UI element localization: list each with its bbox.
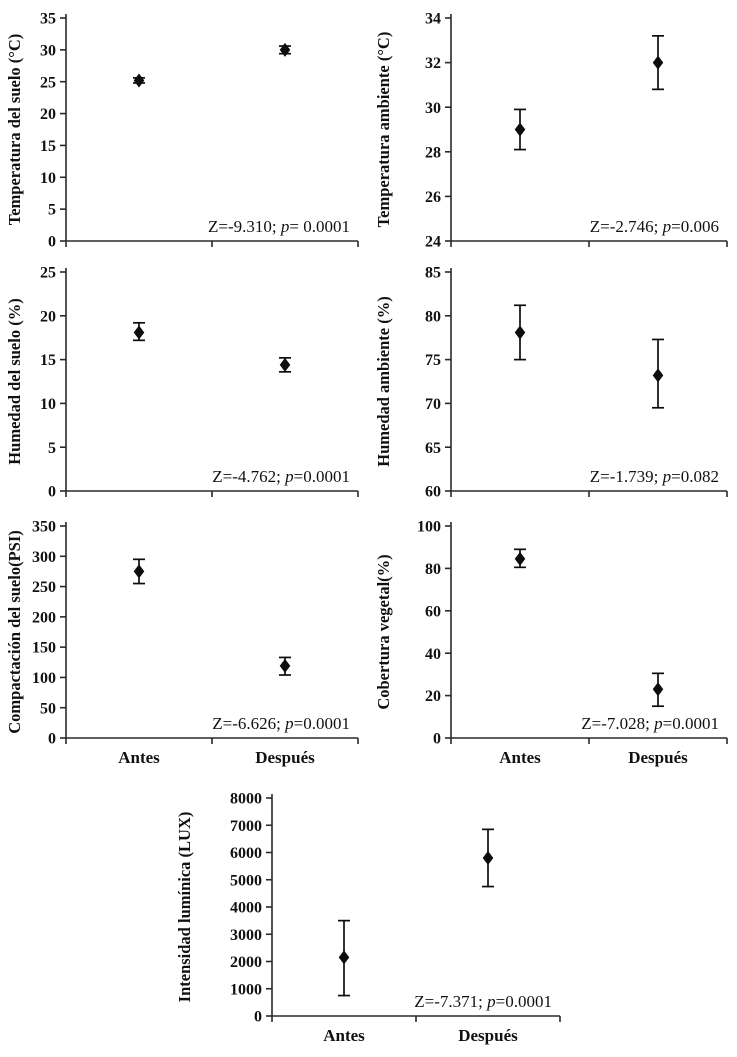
chart-svg-intensidad-luminica [172, 784, 568, 1052]
stat-annotation: Z=-9.310; p= 0.0001 [208, 217, 350, 236]
data-point-antes [514, 109, 526, 149]
subplot-humedad-del-suelo [2, 258, 366, 498]
y-axis-title: Humedad del suelo (%) [5, 298, 24, 465]
y-tick-label: 50 [40, 700, 56, 718]
diamond-marker [515, 123, 526, 137]
subplot-humedad-ambiente [371, 258, 735, 498]
y-tick-label: 80 [425, 561, 441, 578]
y-tick-label: 60 [425, 483, 441, 498]
y-tick-label: 0 [254, 1008, 262, 1026]
y-tick-label: 26 [425, 189, 441, 206]
y-tick-label: 5 [48, 201, 56, 219]
y-tick-label: 35 [40, 10, 56, 28]
subplot-compactacion-del-suelo [2, 512, 366, 774]
y-tick-label: 24 [425, 233, 441, 248]
y-tick-label: 2000 [230, 954, 262, 972]
diamond-marker [483, 851, 494, 865]
y-tick-label: 1000 [230, 981, 262, 999]
diamond-marker [515, 552, 526, 566]
x-category-label: Antes [323, 1026, 365, 1045]
subplot-cobertura-vegetal [371, 512, 735, 774]
diamond-marker [653, 368, 664, 382]
diamond-marker [280, 358, 291, 372]
diamond-marker [134, 325, 145, 339]
data-point-despues [652, 36, 664, 90]
y-tick-label: 10 [40, 169, 56, 187]
y-tick-label: 80 [425, 308, 441, 326]
y-tick-label: 100 [32, 670, 56, 688]
y-axis-title: Temperatura ambiente (°C) [374, 31, 393, 228]
y-tick-label: 7000 [230, 817, 262, 835]
y-tick-label: 250 [32, 579, 56, 597]
data-point-despues [652, 339, 664, 407]
y-tick-label: 85 [425, 264, 441, 282]
y-tick-label: 10 [40, 396, 56, 413]
diamond-marker [134, 73, 145, 87]
y-tick-label: 0 [48, 233, 56, 248]
y-axis-title: Intensidad lumínica (LUX) [175, 811, 194, 1003]
y-tick-label: 32 [425, 55, 441, 73]
stat-annotation: Z=-7.371; p=0.0001 [414, 992, 552, 1011]
y-tick-label: 8000 [230, 790, 262, 808]
y-tick-label: 60 [425, 603, 441, 621]
y-tick-label: 30 [425, 99, 441, 117]
data-point-despues [279, 657, 291, 675]
chart-svg-compactacion-del-suelo [2, 512, 366, 774]
diamond-marker [515, 325, 526, 339]
y-tick-label: 20 [425, 688, 441, 706]
chart-svg-cobertura-vegetal [371, 512, 735, 774]
y-tick-label: 0 [433, 730, 441, 748]
y-tick-label: 100 [417, 518, 441, 536]
y-tick-label: 5000 [230, 872, 262, 890]
data-point-despues [652, 673, 664, 706]
y-tick-label: 25 [40, 74, 56, 92]
stat-annotation: Z=-1.739; p=0.082 [589, 467, 719, 486]
stat-annotation: Z=-6.626; p=0.0001 [212, 714, 350, 733]
chart-svg-humedad-ambiente [371, 258, 735, 498]
y-tick-label: 75 [425, 352, 441, 370]
y-axis-title: Cobertura vegetal(%) [374, 554, 393, 710]
y-tick-label: 65 [425, 439, 441, 457]
x-category-label: Después [255, 748, 315, 767]
chart-svg-temperatura-ambiente [371, 4, 735, 248]
data-point-antes [133, 73, 145, 87]
y-axis-title: Humedad ambiente (%) [374, 296, 393, 467]
stat-annotation: Z=-4.762; p=0.0001 [212, 467, 350, 486]
subplot-temperatura-ambiente [371, 4, 735, 248]
y-tick-label: 25 [40, 264, 56, 282]
y-tick-label: 30 [40, 42, 56, 60]
y-tick-label: 0 [48, 730, 56, 748]
y-tick-label: 150 [32, 639, 56, 657]
y-tick-label: 34 [425, 10, 441, 28]
subplot-temperatura-del-suelo [2, 4, 366, 248]
y-tick-label: 350 [32, 518, 56, 536]
data-point-despues [279, 358, 291, 372]
diamond-marker [339, 950, 350, 964]
data-point-antes [514, 549, 526, 567]
data-point-despues [279, 43, 291, 57]
data-point-antes [338, 921, 350, 996]
y-tick-label: 6000 [230, 845, 262, 863]
x-category-label: Después [458, 1026, 518, 1045]
y-tick-label: 15 [40, 138, 56, 156]
y-tick-label: 15 [40, 352, 56, 370]
data-point-antes [514, 305, 526, 359]
stat-annotation: Z=-2.746; p=0.006 [589, 217, 719, 236]
y-tick-label: 70 [425, 396, 441, 413]
data-point-despues [482, 829, 494, 886]
chart-svg-temperatura-del-suelo [2, 4, 366, 248]
y-tick-label: 28 [425, 144, 441, 162]
y-tick-label: 0 [48, 483, 56, 498]
diamond-marker [653, 56, 664, 70]
y-tick-label: 20 [40, 106, 56, 124]
data-point-antes [133, 323, 145, 341]
y-tick-label: 4000 [230, 899, 262, 917]
y-tick-label: 40 [425, 645, 441, 663]
subplot-intensidad-luminica [172, 784, 568, 1052]
y-axis-title: Temperatura del suelo (°C) [5, 33, 24, 226]
x-category-label: Antes [499, 748, 541, 767]
y-axis-title: Compactación del suelo(PSI) [5, 530, 24, 734]
y-tick-label: 200 [32, 609, 56, 627]
diamond-marker [653, 682, 664, 696]
diamond-marker [280, 659, 291, 673]
y-tick-label: 3000 [230, 926, 262, 944]
x-category-label: Antes [118, 748, 160, 767]
x-category-label: Después [628, 748, 688, 767]
diamond-marker [134, 564, 145, 578]
diamond-marker [280, 43, 291, 57]
stat-annotation: Z=-7.028; p=0.0001 [581, 714, 719, 733]
y-tick-label: 20 [40, 308, 56, 326]
y-tick-label: 5 [48, 439, 56, 457]
data-point-antes [133, 559, 145, 583]
chart-svg-humedad-del-suelo [2, 258, 366, 498]
y-tick-label: 300 [32, 548, 56, 566]
